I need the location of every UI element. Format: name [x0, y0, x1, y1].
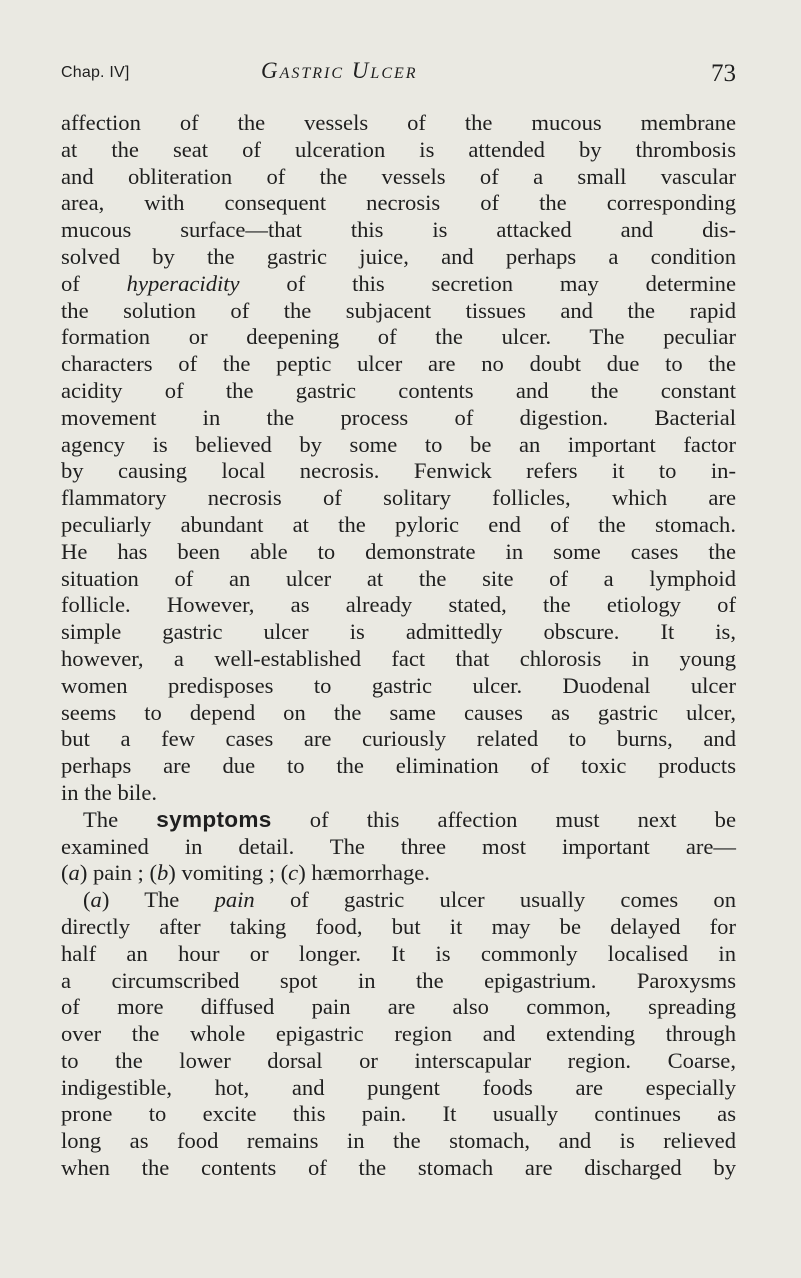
text-line: area, with consequent necrosis of the corresponding: [61, 190, 736, 216]
text-line: follicle. However, as already stated, the etiology of: [61, 592, 736, 618]
italic-term: hyperacidity: [126, 270, 240, 296]
text-line: flammatory necrosis of solitary follicles, which are: [61, 485, 736, 511]
text-line: [61, 860, 736, 887]
text-run: ) hæmorrhage.: [298, 860, 430, 886]
text-line: long as food remains in the stomach, and is relieved: [61, 1128, 736, 1154]
text-line: over the whole epigastric region and extending through: [61, 1021, 736, 1047]
text-line: of more diffused pain are also common, spreading: [61, 994, 736, 1020]
item-letter: c: [288, 860, 299, 886]
text-run: ) The: [101, 887, 215, 913]
text-line: when the contents of the stomach are discharged by: [61, 1155, 736, 1181]
text-line: peculiarly abundant at the pyloric end of the stomach.: [61, 511, 736, 537]
text-line: to the lower dorsal or interscapular region. Coarse,: [61, 1047, 736, 1073]
text-line: examined in detail. The three most important are—: [61, 833, 736, 859]
text-line: the solution of the subjacent tissues and the rapid: [61, 297, 736, 323]
chapter-label: Chap. IV]: [61, 64, 130, 81]
text-line: perhaps are due to the elimination of toxic products: [61, 753, 736, 779]
text-run: (: [61, 860, 69, 886]
text-line: He has been able to demonstrate in some cases the: [61, 538, 736, 564]
text-line: solved by the gastric juice, and perhaps a condition: [61, 243, 736, 269]
body-text: [61, 110, 736, 1182]
text-run: of gastric ulcer usually comes on: [254, 887, 736, 913]
item-letter: a: [68, 860, 80, 886]
running-title: Gastric Ulcer: [261, 58, 418, 83]
text-line: situation of an ulcer at the site of a lymphoid: [61, 565, 736, 591]
text-line: [61, 807, 736, 834]
text-line: mucous surface—that this is attacked and dis-: [61, 217, 736, 243]
text-run: (: [83, 887, 91, 913]
text-line: characters of the peptic ulcer are no doubt due to the: [61, 351, 736, 377]
text-run: The: [83, 806, 157, 832]
text-line: half an hour or longer. It is commonly localised in: [61, 940, 736, 966]
text-line: but a few cases are curiously related to burns, and: [61, 726, 736, 752]
text-line: in the bile.: [61, 779, 158, 805]
text-line: a circumscribed spot in the epigastrium. Paroxysms: [61, 967, 736, 993]
page-number: 73: [711, 60, 736, 87]
text-run: of this secretion may determine: [239, 270, 736, 296]
text-line: seems to depend on the same causes as gastric ulcer,: [61, 699, 736, 725]
text-line: [61, 271, 736, 298]
text-line: agency is believed by some to be an important factor: [61, 431, 736, 457]
text-line: women predisposes to gastric ulcer. Duodenal ulcer: [61, 672, 736, 698]
symptoms-heading: symptoms: [156, 806, 272, 832]
italic-term: pain: [214, 887, 255, 913]
text-run: ) vomiting ; (: [168, 860, 289, 886]
text-line: and obliteration of the vessels of a small vascular: [61, 163, 736, 189]
item-letter: b: [157, 860, 169, 886]
item-letter: a: [90, 887, 102, 913]
text-line: movement in the process of digestion. Bacterial: [61, 404, 736, 430]
text-line: indigestible, hot, and pungent foods are especially: [61, 1074, 736, 1100]
text-line: affection of the vessels of the mucous membrane: [61, 110, 736, 135]
text-run: of: [61, 270, 127, 296]
text-line: acidity of the gastric contents and the constant: [61, 377, 736, 403]
text-line: at the seat of ulceration is attended by thrombosis: [61, 136, 736, 162]
text-line: simple gastric ulcer is admittedly obscure. It is,: [61, 619, 736, 645]
text-line: directly after taking food, but it may be delayed for: [61, 913, 736, 939]
text-run: ) pain ; (: [79, 860, 157, 886]
text-run: of this affection must next be: [271, 806, 736, 832]
text-line: formation or deepening of the ulcer. The peculiar: [61, 324, 736, 350]
text-line: by causing local necrosis. Fenwick refers it to in-: [61, 458, 736, 484]
page-header: [61, 58, 736, 98]
text-line: however, a well-established fact that chlorosis in young: [61, 645, 736, 671]
text-line: [61, 887, 736, 914]
text-line: prone to excite this pain. It usually continues as: [61, 1101, 736, 1127]
